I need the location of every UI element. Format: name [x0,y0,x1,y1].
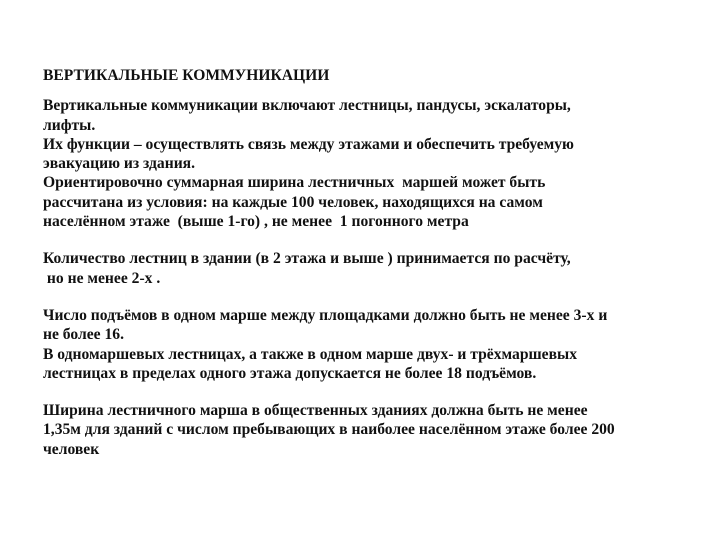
slide-text [43,66,693,477]
text-line: населённом этаже (выше 1-го) , не менее 1 погонного метра [43,213,469,231]
text-line: Вертикальные коммуникации включают лестницы, пандусы, эскалаторы, [43,97,571,115]
text-line: не более 16. [43,326,124,344]
text-line: лестницах в пределах одного этажа допускается не более 18 подъёмов. [43,364,537,382]
paragraph-flight-width [43,401,693,459]
paragraph-general [43,96,693,231]
text-line: Их функции – осуществлять связь между этажами и обеспечить требуемую [43,135,574,153]
text-line: рассчитана из условия: на каждые 100 человек, находящихся на самом [43,193,543,211]
text-line: Ориентировочно суммарная ширина лестничных маршей может быть [43,174,546,192]
text-line: Количество лестниц в здании (в 2 этажа и выше ) принимается по расчёту, [43,250,571,268]
slide-title: ВЕРТИКАЛЬНЫЕ КОММУНИКАЦИИ [43,67,330,84]
text-line: лифты. [43,116,96,134]
text-line: эвакуацию из здания. [43,155,196,173]
text-line: В одномаршевых лестницах, а также в одном марше двух- и трёхмаршевых [43,345,577,363]
text-line: Ширина лестничного марша в общественных зданиях должна быть не менее [43,402,588,420]
text-line: 1,35м для зданий с числом пребывающих в наиболее населённом этаже более 200 [43,421,615,439]
paragraph-stair-count [43,249,693,288]
text-line: но не менее 2-х . [43,269,161,287]
text-line: Число подъёмов в одном марше между площадками должно быть не менее 3-х и [43,306,608,324]
text-line: человек [43,440,100,458]
paragraph-risers [43,306,693,383]
